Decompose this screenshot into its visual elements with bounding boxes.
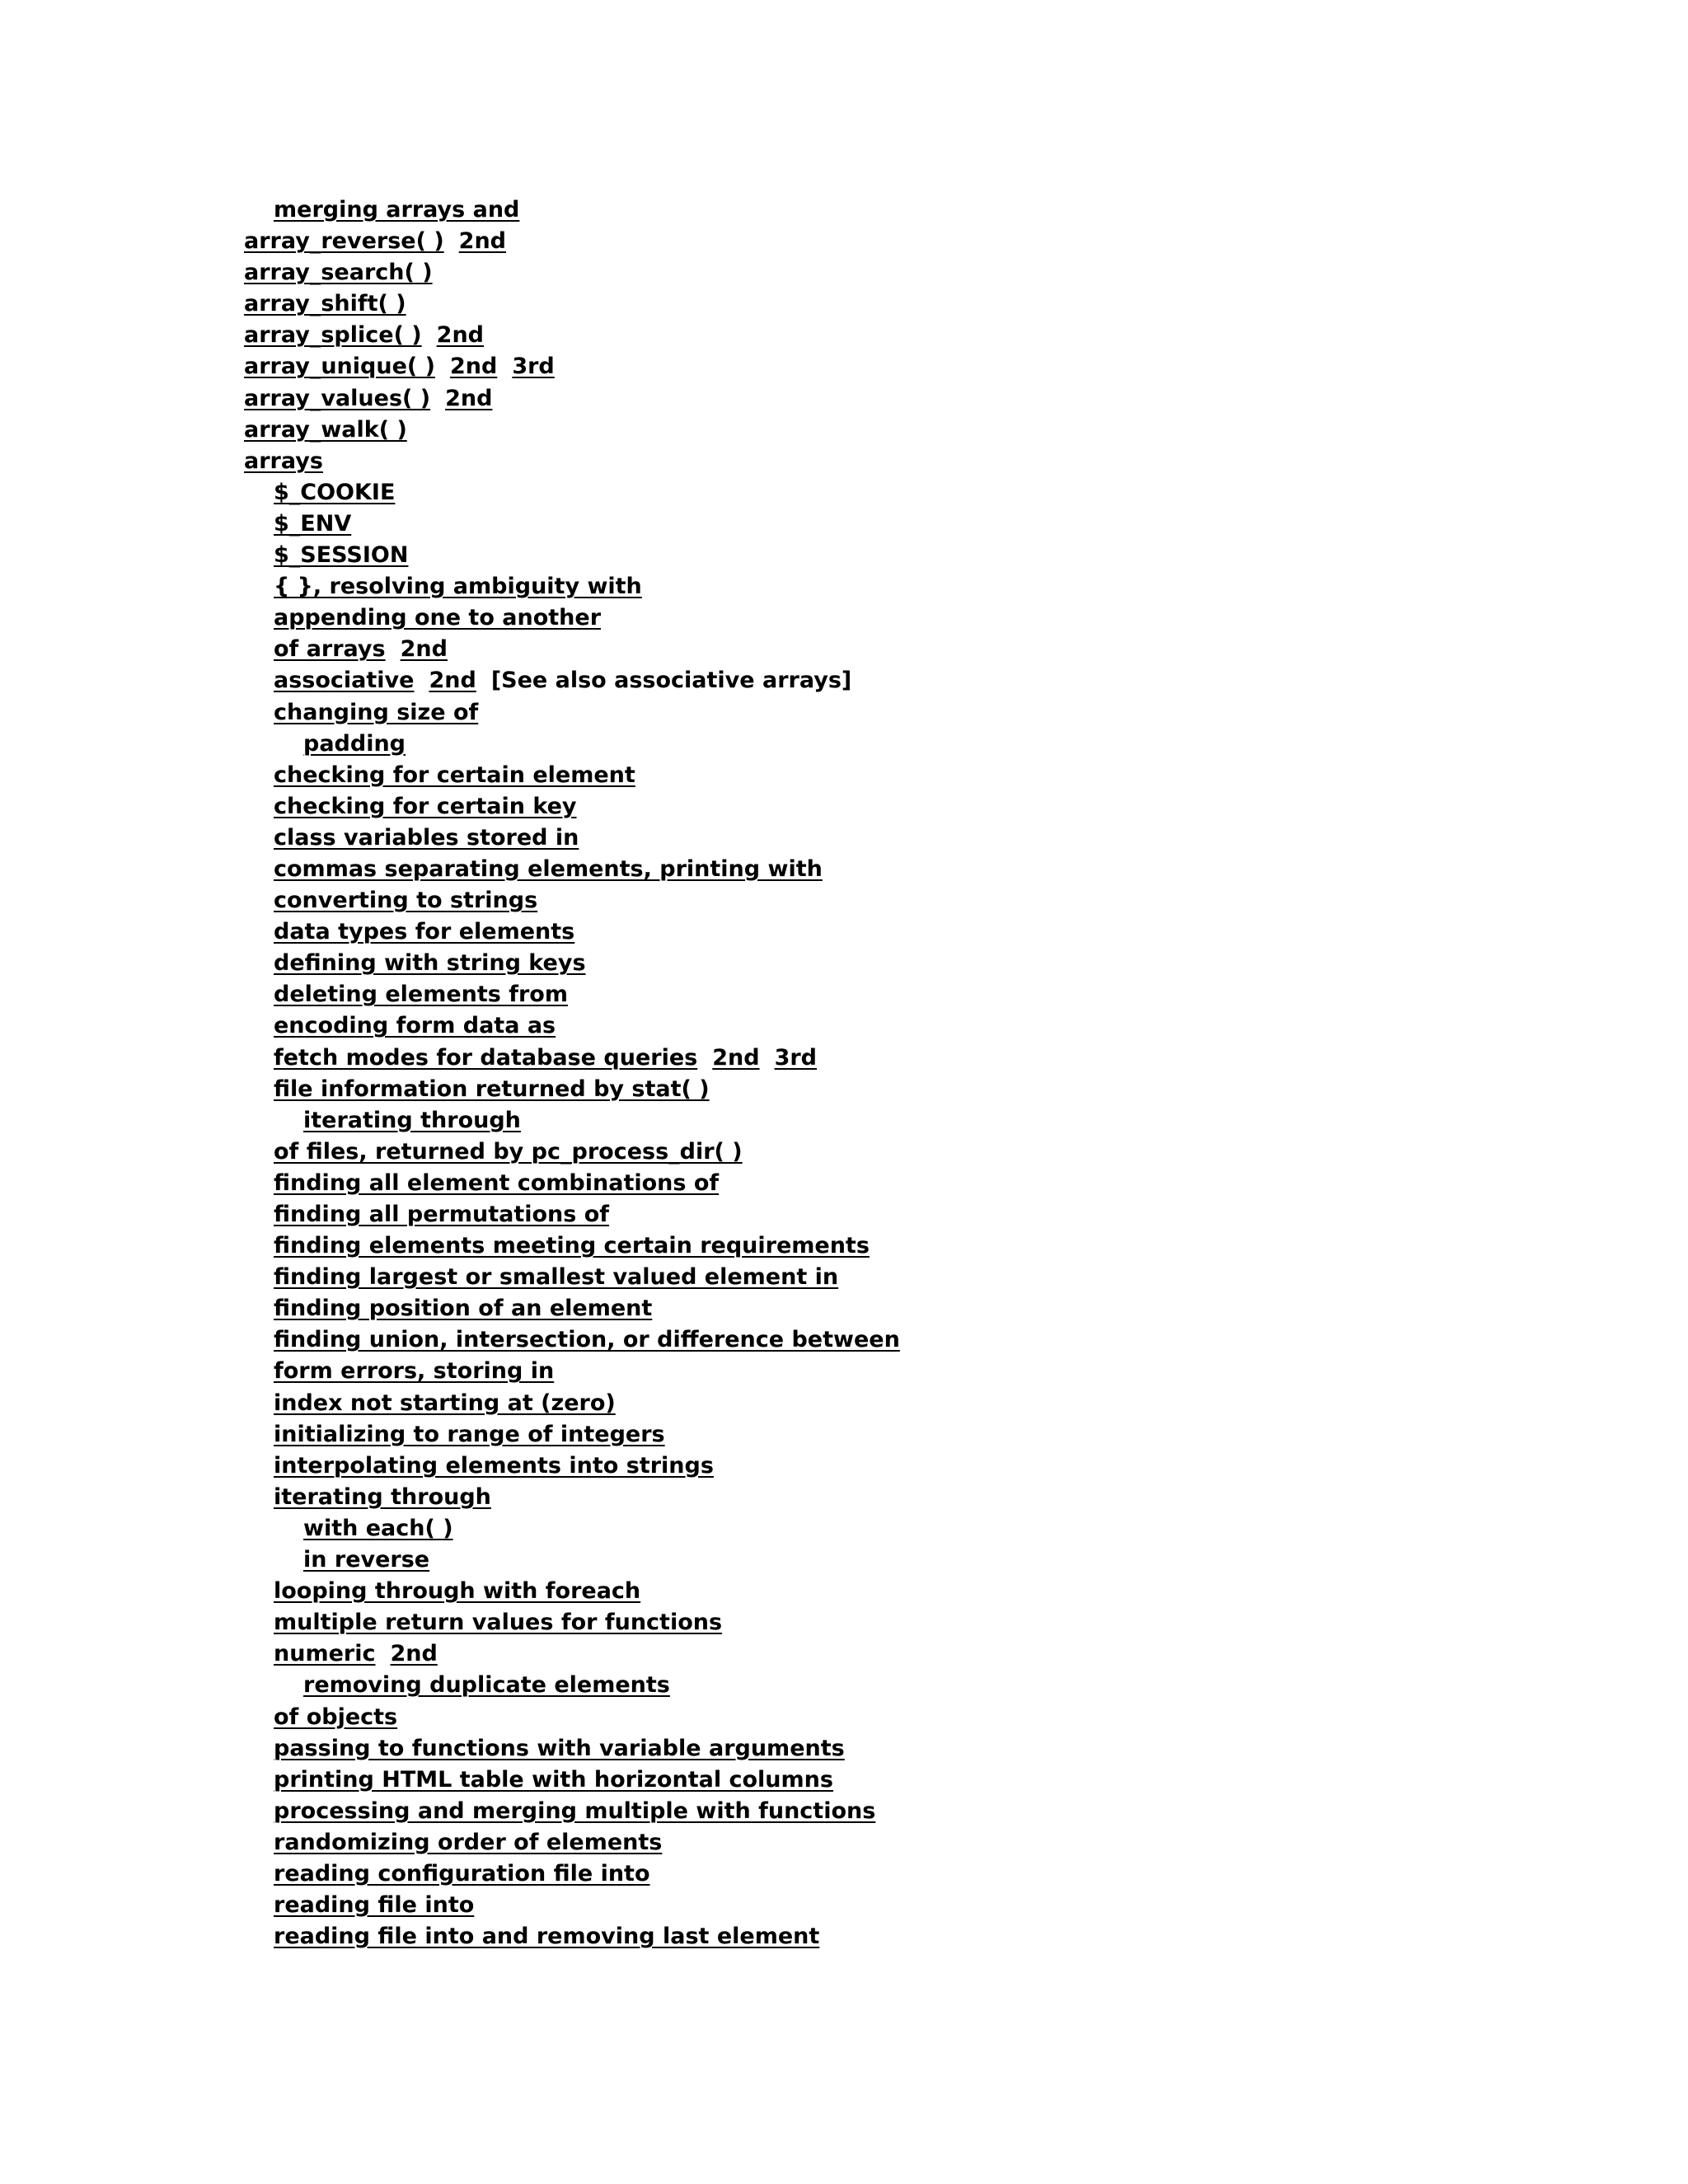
index-term-link[interactable]: array_reverse( ): [244, 228, 444, 255]
index-entry: [244, 1293, 1563, 1324]
index-entry: [244, 477, 1563, 509]
index-term-link[interactable]: array_walk( ): [244, 416, 407, 443]
index-term-link[interactable]: encoding form data as: [274, 1013, 556, 1039]
index-entry: [244, 729, 1563, 760]
index-term-link[interactable]: fetch modes for database queries: [274, 1044, 698, 1071]
index-entry: [244, 602, 1563, 634]
index-entry: [244, 916, 1563, 948]
index-term-link[interactable]: deleting elements from: [274, 982, 568, 1008]
index-term-link[interactable]: array_search( ): [244, 260, 433, 286]
index-entry: [244, 1607, 1563, 1638]
index-entry: [244, 1796, 1563, 1827]
index-ref-link[interactable]: 2nd: [429, 668, 476, 694]
index-term-link[interactable]: array_unique( ): [244, 354, 435, 380]
index-term-link[interactable]: array_shift( ): [244, 291, 406, 317]
index-entry: [244, 1419, 1563, 1451]
index-term-link[interactable]: passing to functions with variable arguments: [274, 1735, 845, 1761]
index-entry: [244, 1230, 1563, 1262]
index-ref-link[interactable]: 2nd: [712, 1044, 760, 1071]
index-entry: [244, 1137, 1563, 1168]
index-entry: [244, 948, 1563, 979]
index-term-link[interactable]: finding position of an element: [274, 1296, 653, 1322]
index-term-link[interactable]: of objects: [274, 1704, 398, 1730]
index-entry: [244, 665, 1563, 696]
index-term-link[interactable]: in reverse: [303, 1547, 430, 1573]
index-term-link[interactable]: finding largest or smallest valued element in: [274, 1264, 839, 1291]
index-entry: [244, 1451, 1563, 1482]
index-entry: [244, 1010, 1563, 1042]
index-entry: [244, 1482, 1563, 1513]
index-entry: [244, 257, 1563, 288]
index-ref-link[interactable]: 2nd: [400, 636, 448, 663]
index-term-link[interactable]: finding all permutations of: [274, 1202, 610, 1227]
index-term-link[interactable]: processing and merging multiple with functions: [274, 1797, 876, 1824]
index-term-link[interactable]: removing duplicate elements: [303, 1672, 670, 1699]
index-term-link[interactable]: reading file into: [274, 1892, 475, 1919]
index-entry: [244, 1733, 1563, 1765]
index-entry: [244, 540, 1563, 571]
index-entry: [244, 1388, 1563, 1419]
index-term-link[interactable]: associative: [274, 668, 415, 694]
index-entry: [244, 194, 1563, 226]
see-also-note: [See also associative arrays]: [490, 668, 852, 694]
index-term-link[interactable]: $_COOKIE: [274, 479, 396, 505]
index-entry: [244, 1105, 1563, 1137]
index-entry: [244, 1827, 1563, 1858]
index-entry: [244, 288, 1563, 320]
index-entry: [244, 634, 1563, 665]
index-list: [244, 194, 1563, 1952]
index-entry: [244, 979, 1563, 1010]
index-term-link[interactable]: form errors, storing in: [274, 1358, 555, 1385]
index-term-link[interactable]: numeric: [274, 1641, 376, 1667]
index-term-link[interactable]: class variables stored in: [274, 824, 579, 851]
index-term-link[interactable]: padding: [303, 730, 406, 757]
index-term-link[interactable]: index not starting at (zero): [274, 1390, 616, 1416]
index-entry: [244, 1262, 1563, 1293]
index-term-link[interactable]: changing size of: [274, 699, 479, 725]
index-term-link[interactable]: randomizing order of elements: [274, 1829, 663, 1855]
index-entry: [244, 1513, 1563, 1544]
index-ref-link[interactable]: 3rd: [774, 1044, 817, 1071]
index-entry: [244, 1890, 1563, 1921]
index-entry: [244, 1199, 1563, 1230]
index-term-link[interactable]: finding elements meeting certain requirements: [274, 1233, 870, 1259]
index-entry: [244, 1074, 1563, 1105]
index-entry: [244, 760, 1563, 791]
index-entry: [244, 571, 1563, 602]
index-entry: [244, 1356, 1563, 1387]
index-entry: [244, 791, 1563, 823]
index-term-link[interactable]: checking for certain element: [274, 762, 635, 788]
index-ref-link[interactable]: 2nd: [445, 385, 493, 411]
index-entry: [244, 885, 1563, 916]
index-term-link[interactable]: array_values( ): [244, 385, 431, 411]
index-term-link[interactable]: iterating through: [303, 1107, 521, 1133]
index-term-link[interactable]: finding all element combinations of: [274, 1169, 720, 1196]
index-term-link[interactable]: $_SESSION: [274, 542, 409, 569]
index-ref-link[interactable]: 2nd: [390, 1641, 438, 1667]
index-entry: [244, 226, 1563, 257]
index-term-link[interactable]: file information returned by stat( ): [274, 1076, 710, 1102]
index-term-link[interactable]: reading file into and removing last element: [274, 1924, 820, 1950]
index-term-link[interactable]: $_ENV: [274, 510, 352, 537]
index-entry: [244, 697, 1563, 729]
index-term-link[interactable]: finding union, intersection, or difference between: [274, 1327, 900, 1353]
index-term-link[interactable]: checking for certain key: [274, 793, 577, 819]
index-entry: [244, 1765, 1563, 1796]
index-term-link[interactable]: arrays: [244, 448, 323, 474]
index-term-link[interactable]: looping through with foreach: [274, 1578, 641, 1605]
index-term-link[interactable]: appending one to another: [274, 605, 602, 631]
index-term-link[interactable]: converting to strings: [274, 888, 538, 914]
index-entry: [244, 1638, 1563, 1670]
index-entry: [244, 446, 1563, 477]
index-entry: [244, 854, 1563, 885]
index-ref-link[interactable]: 2nd: [458, 228, 507, 255]
index-term-link[interactable]: reading configuration file into: [274, 1860, 650, 1886]
index-term-link[interactable]: of files, returned by pc_process_dir( ): [274, 1138, 743, 1165]
index-term-link[interactable]: array_splice( ): [244, 322, 422, 349]
index-term-link[interactable]: { }, resolving ambiguity with: [274, 574, 642, 600]
index-entry: [244, 1043, 1563, 1074]
index-entry: [244, 415, 1563, 446]
index-entry: [244, 1858, 1563, 1890]
index-term-link[interactable]: defining with string keys: [274, 950, 586, 977]
index-term-link[interactable]: commas separating elements, printing with: [274, 855, 823, 882]
index-ref-link[interactable]: 3rd: [512, 354, 555, 380]
index-entry: [244, 320, 1563, 351]
index-ref-link[interactable]: 2nd: [449, 354, 498, 380]
index-entry: [244, 1921, 1563, 1952]
index-entry: [244, 1702, 1563, 1733]
index-entry: [244, 509, 1563, 540]
index-entry: [244, 351, 1563, 382]
index-ref-link[interactable]: 2nd: [436, 322, 484, 349]
index-term-link[interactable]: with each( ): [303, 1515, 453, 1541]
index-entry: [244, 1670, 1563, 1701]
index-entry: [244, 1544, 1563, 1576]
index-entry: [244, 1168, 1563, 1199]
index-term-link[interactable]: data types for elements: [274, 919, 575, 945]
index-term-link[interactable]: interpolating elements into strings: [274, 1452, 714, 1479]
index-entry: [244, 1324, 1563, 1356]
index-entry: [244, 383, 1563, 415]
index-entry: [244, 823, 1563, 854]
index-entry: [244, 1576, 1563, 1607]
index-term-link[interactable]: iterating through: [274, 1483, 491, 1510]
index-term-link[interactable]: initializing to range of integers: [274, 1421, 665, 1447]
index-term-link[interactable]: printing HTML table with horizontal columns: [274, 1766, 833, 1793]
index-term-link[interactable]: of arrays: [274, 636, 386, 663]
index-term-link[interactable]: merging arrays and: [274, 197, 520, 223]
index-term-link[interactable]: multiple return values for functions: [274, 1610, 723, 1636]
